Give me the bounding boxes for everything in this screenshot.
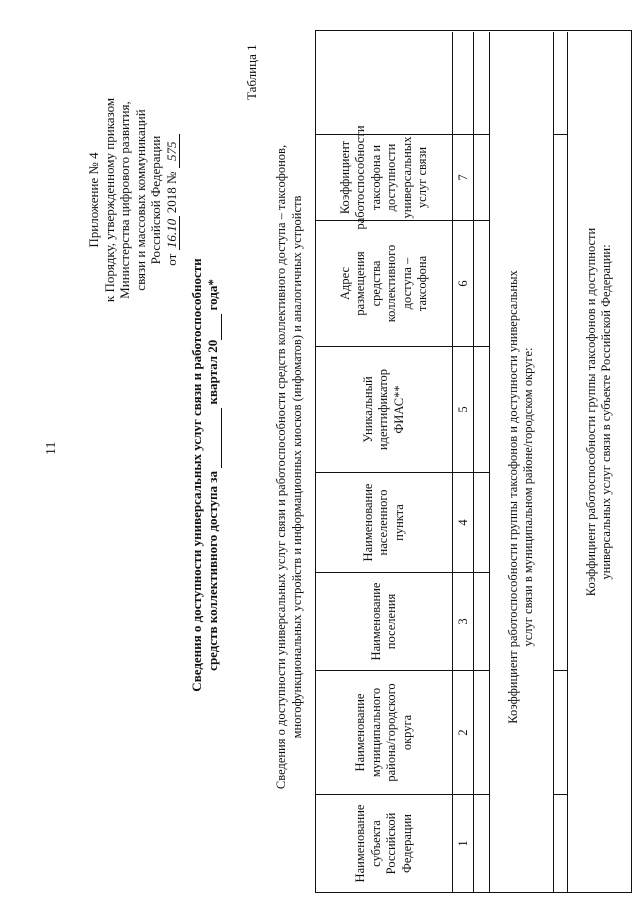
order-number: 575	[164, 134, 181, 168]
table-rule	[553, 134, 567, 135]
appendix-line: к Порядку, утвержденному приказом	[101, 97, 117, 303]
appendix-title: Приложение № 4	[86, 152, 101, 248]
title-line-2: средств коллективного доступа за квартал 20 года*	[205, 279, 220, 671]
quarter-blank	[205, 408, 222, 468]
date-prefix: от	[163, 253, 179, 266]
description-line-1: Сведения о доступности универсальных услуг связи и работоспособности средств коллективного доступа – таксофонов,	[274, 144, 288, 790]
column-number: 3	[455, 618, 470, 625]
appendix-date	[164, 15, 181, 385]
header-region: Наименование субъекта Российской Федерации	[353, 804, 414, 883]
column-number: 7	[455, 174, 470, 181]
year-blank	[205, 314, 222, 340]
table-rule	[553, 32, 554, 892]
header-locality: Наименование населенного пункта	[360, 483, 406, 562]
availability-table	[315, 30, 632, 893]
region-coefficient-row: Коэффициент работоспособности группы таксофонов и доступности универсальных услуг связи в субъекте Российской Федерации:	[583, 227, 613, 597]
date-day: 16.10	[164, 216, 181, 250]
title-line-1: Сведения о доступности универсальных услуг связи и работоспособности	[189, 258, 204, 692]
appendix-line: связи и массовых коммуникаций	[132, 109, 148, 291]
table-rule	[473, 32, 474, 892]
header-coefficient: Коэффициент работоспособности таксофона и доступности универсальных услуг связи	[337, 125, 429, 230]
column-number: 6	[455, 280, 470, 287]
description-line-2: многофункциональных устройств и информационных киосков (инфоматов) и аналогичных устройств	[290, 195, 304, 739]
page-number: 11	[44, 441, 59, 455]
column-number: 1	[455, 840, 470, 847]
table-rule	[553, 794, 567, 795]
table-description	[273, 47, 305, 887]
district-coefficient-row: Коэффициент работоспособности группы таксофонов и доступности универсальных услуг связи в муниципальном районе/городском округе:	[505, 270, 535, 724]
date-year: 2018 №	[163, 171, 179, 214]
header-settlement: Наименование поселения	[368, 582, 398, 661]
column-number: 2	[455, 729, 470, 736]
header-fias-id: Уникальный идентификатор ФИАС**	[360, 368, 406, 451]
table-rule	[553, 670, 567, 671]
table-label: Таблица 1	[244, 44, 259, 100]
column-number: 4	[455, 519, 470, 526]
header-address: Адрес размещения средства коллективного доступа – таксофона	[337, 244, 429, 323]
appendix-line: Министерства цифрового развития,	[117, 101, 132, 299]
document-title	[189, 225, 222, 725]
header-municipal-district: Наименование муниципального района/городского округа	[353, 683, 414, 782]
appendix-header	[86, 15, 180, 385]
column-number: 5	[455, 406, 470, 413]
appendix-line: Российской Федерации	[148, 135, 163, 265]
